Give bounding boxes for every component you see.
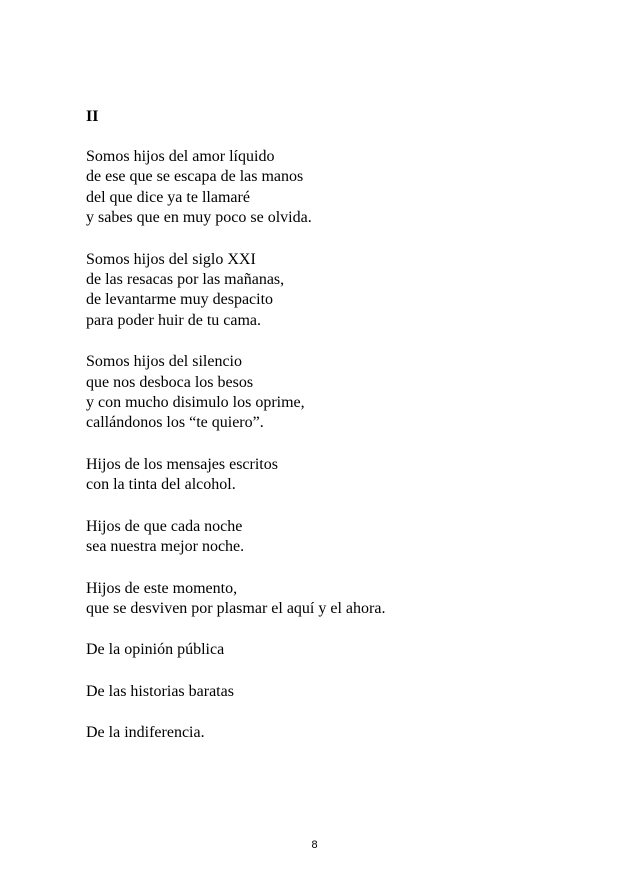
poem-line: que nos desboca los besos [86,373,254,391]
poem-body [86,147,606,765]
poem-line: que se desviven por plasmar el aquí y el ahora. [86,599,386,617]
stanza-4 [86,455,606,496]
poem-line: Somos hijos del siglo XXI [86,250,256,268]
stanza-6 [86,579,606,620]
poem-line: sea nuestra mejor noche. [86,538,245,556]
stanza-3 [86,352,606,434]
poem-line: De las historias baratas [86,682,234,700]
stanza-9 [86,723,606,743]
poem-line: para poder huir de tu cama. [86,311,262,329]
poem-line: de las resacas por las mañanas, [86,271,285,289]
poem-line: De la opinión pública [86,641,225,659]
poem-line: De la indiferencia. [86,724,205,742]
poem-line: Hijos de este momento, [86,579,238,597]
stanza-5 [86,517,606,558]
poem-line: Somos hijos del silencio [86,353,242,371]
poem-line: y con mucho disimulo los oprime, [86,394,305,412]
poem-line: Somos hijos del amor líquido [86,148,275,165]
poem-line: Hijos de que cada noche [86,517,243,535]
stanza-2 [86,250,606,332]
poem-line: Hijos de los mensajes escritos [86,455,278,473]
poem-heading: II [86,108,99,125]
poem-line: y sabes que en muy poco se olvida. [86,209,312,227]
poem-line: de levantarme muy despacito [86,291,274,309]
poem-line: de ese que se escapa de las manos [86,168,304,186]
stanza-7 [86,640,606,660]
poem-line: con la tinta del alcohol. [86,476,236,494]
stanza-8 [86,682,606,702]
poem-line: callándonos los “te quiero”. [86,414,264,432]
page-number: 8 [311,839,318,851]
poem-line: del que dice ya te llamaré [86,188,250,206]
stanza-1 [86,147,606,229]
